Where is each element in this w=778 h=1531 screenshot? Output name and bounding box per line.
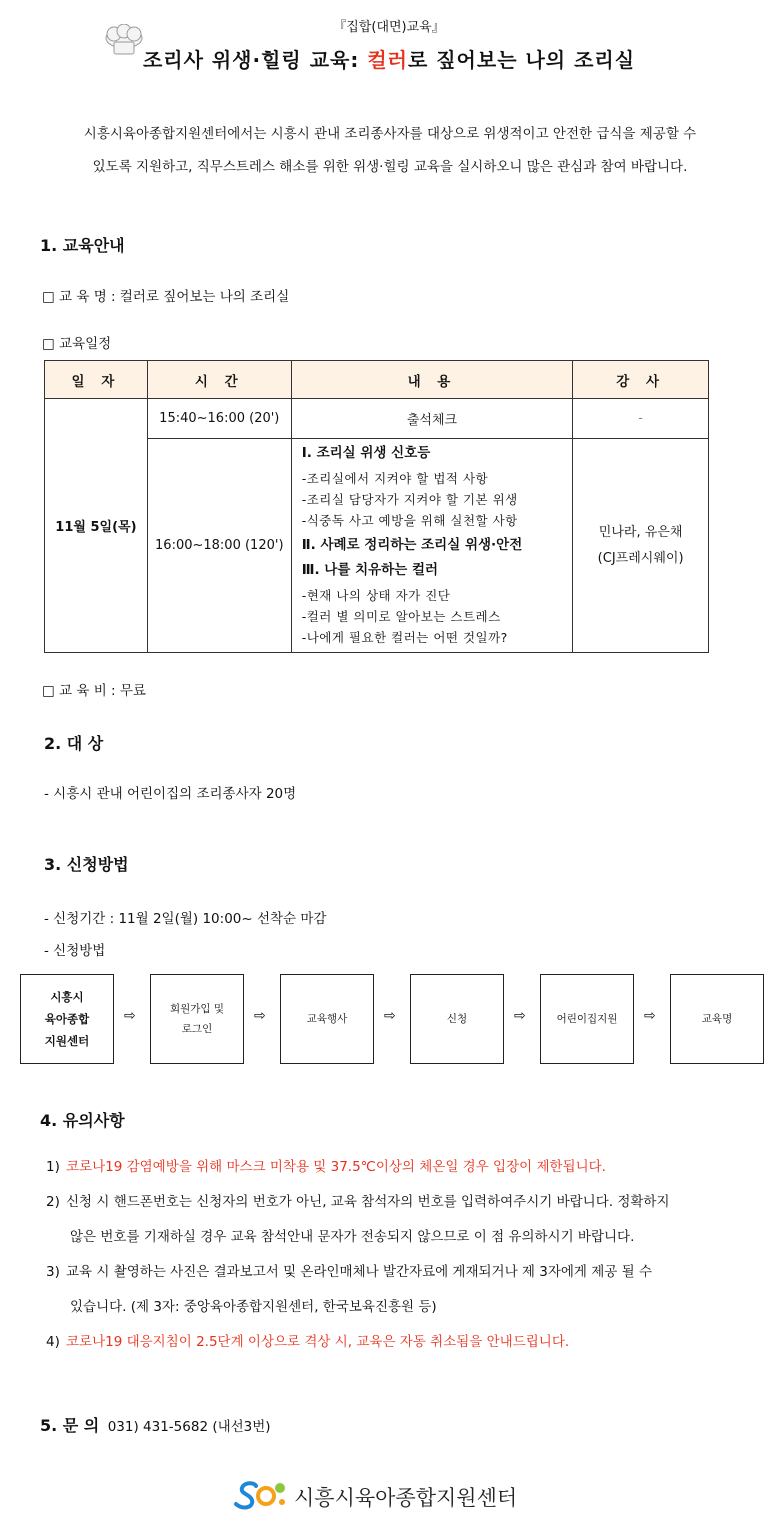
education-fee: □ 교 육 비 : 무료 (42, 683, 146, 699)
document-subtitle: 『집합(대면)교육』 (333, 20, 445, 35)
course-name: □ 교 육 명 : 컬러로 짚어보는 나의 조리실 (42, 289, 290, 305)
section2-heading: 2. 대 상 (44, 734, 104, 753)
schedule-label: □ 교육일정 (42, 336, 112, 352)
row2-instructor: 민나라, 유은채 (CJ프레시웨이) (573, 439, 709, 653)
row2-time: 16:00~18:00 (120') (147, 439, 291, 653)
note-item: 4) 코로나19 대응지침이 2.5단계 이상으로 격상 시, 교육은 자동 취소됨을 안내드립니다. (46, 1334, 570, 1350)
schedule-table (44, 360, 709, 653)
schedule-date: 11월 5일(목) (45, 399, 148, 653)
section3-heading: 3. 신청방법 (44, 855, 129, 874)
header-instructor: 강 사 (573, 361, 709, 399)
application-period: - 신청기간 : 11월 2일(월) 10:00~ 선착순 마감 (44, 911, 327, 927)
section1-heading: 1. 교육안내 (40, 236, 125, 255)
list-item: -조리실 담당자가 지켜야 할 기본 위생 (301, 492, 518, 507)
list-item: -식중독 사고 예방을 위해 실천할 사항 (301, 513, 518, 528)
row2-content (291, 439, 573, 653)
target-audience: - 시흥시 관내 어린이집의 조리종사자 20명 (44, 786, 297, 802)
note-item-continued: 않은 번호를 기재하실 경우 교육 참석안내 문자가 전송되지 않으므로 이 점 유의하시기 바랍니다. (70, 1229, 635, 1245)
part2-title: Ⅱ. 사례로 정리하는 조리실 위생·안전 (301, 537, 523, 553)
title-highlight: 컬러 (367, 48, 408, 72)
document-title: 조리사 위생·힐링 교육: 컬러로 짚어보는 나의 조리실 (142, 48, 636, 72)
row1-time: 15:40~16:00 (20') (147, 399, 291, 439)
contact-line (40, 1413, 271, 1436)
application-method-label: - 신청방법 (44, 943, 106, 959)
contact-phone: 031) 431-5682 (내선3번) (107, 1419, 271, 1435)
header-content: 내 용 (291, 361, 573, 399)
arrow-right-icon: ⇨ (384, 1008, 396, 1024)
note-item: 3) 교육 시 촬영하는 사진은 결과보고서 및 온라인매체나 발간자료에 게재되거나 제 3자에게 제공 될 수 (46, 1264, 653, 1280)
section5-heading: 5. 문 의 (40, 1416, 100, 1435)
section4-heading: 4. 유의사항 (40, 1111, 125, 1130)
table-row (45, 399, 709, 439)
flow-step-daycare-support: 어린이집지원 (540, 974, 634, 1064)
arrow-right-icon: ⇨ (514, 1008, 526, 1024)
list-item: -현재 나의 상태 자가 진단 (301, 588, 451, 603)
arrow-right-icon: ⇨ (124, 1008, 136, 1024)
organization-name: 시흥시육아종합지원센터 (294, 1486, 518, 1510)
organization-logo (232, 1478, 532, 1512)
note-item-continued: 있습니다. (제 3자: 중앙육아종합지원센터, 한국보육진흥원 등) (70, 1299, 437, 1315)
flow-step-center: 시흥시 육아종합 지원센터 (20, 974, 114, 1064)
flow-step-login: 회원가입 및 로그인 (150, 974, 244, 1064)
header-time: 시 간 (147, 361, 291, 399)
arrow-right-icon: ⇨ (254, 1008, 266, 1024)
flow-step-events: 교육행사 (280, 974, 374, 1064)
list-item: -컬러 별 의미로 알아보는 스트레스 (301, 609, 501, 624)
list-item: -나에게 필요한 컬러는 어떤 것일까? (301, 630, 508, 645)
part3-title: Ⅲ. 나를 치유하는 컬러 (301, 562, 439, 578)
table-header-row (45, 361, 709, 399)
list-item: -조리실에서 지켜야 할 법적 사항 (301, 471, 489, 486)
flow-step-course-name: 교육명 (670, 974, 764, 1064)
header-date: 일 자 (45, 361, 148, 399)
note-item: 2) 신청 시 핸드폰번호는 신청자의 번호가 아닌, 교육 참석자의 번호를 입력하여주시기 바랍니다. 정확하지 (46, 1194, 670, 1210)
note-item: 1) 코로나19 감염예방을 위해 마스크 미착용 및 37.5℃이상의 체온일 경우 입장이 제한됩니다. (46, 1159, 606, 1175)
flow-step-apply: 신청 (410, 974, 504, 1064)
arrow-right-icon: ⇨ (644, 1008, 656, 1024)
center-logo-icon (232, 1478, 290, 1512)
row1-instructor: - (573, 399, 709, 439)
row1-content: 출석체크 (291, 399, 573, 439)
part1-title: Ⅰ. 조리실 위생 신호등 (301, 445, 431, 461)
intro-paragraph: 시흥시육아종합지원센터에서는 시흥시 관내 조리종사자를 대상으로 위생적이고 안전한 급식을 제공할 수 있도록 지원하고, 직무스트레스 해소를 위한 위생·힐링 교육을 실시하오니 많은 관심과 참여 바랍니다. (83, 126, 697, 175)
notes-list (46, 1150, 726, 1360)
